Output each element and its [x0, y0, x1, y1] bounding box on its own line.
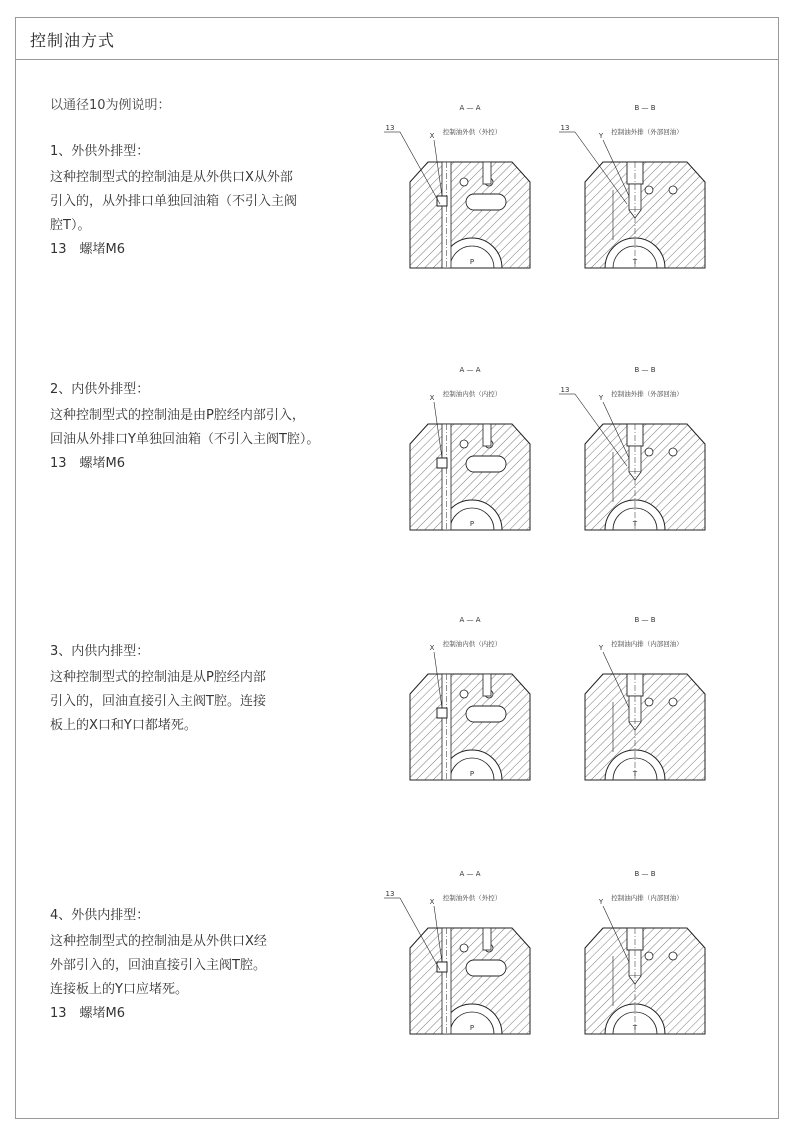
diagram-caption: 控制油内排（内部回油） — [611, 640, 683, 648]
diagram-caption: 控制油外供（外控） — [442, 894, 502, 902]
section-label: B — B — [634, 870, 656, 878]
section-label: A — A — [459, 366, 481, 374]
section-4-title: 4、外供内排型： — [50, 908, 150, 923]
section-1-note: 13 螺堵M6 — [50, 242, 126, 257]
section-1-line-2: 引入的，从外排口单独回油箱（不引入主阀 — [50, 194, 298, 209]
section-view-svg — [380, 612, 550, 787]
bolt-hole — [483, 928, 491, 950]
section-1 — [50, 140, 370, 262]
cavity-letter: P — [469, 258, 475, 266]
section-1-line-1: 这种控制型式的控制油是从外供口X从外部 — [50, 170, 293, 185]
diagram-caption: 控制油内排（内部回油） — [611, 894, 683, 902]
section-3-line-3: 板上的X口和Y口都堵死。 — [50, 718, 197, 733]
section-2-title: 2、内供外排型： — [50, 382, 150, 397]
cavity-letter: P — [469, 770, 475, 778]
port-label: Y — [598, 898, 604, 906]
section-2-drawing-b — [555, 362, 725, 537]
slot — [466, 194, 506, 210]
section-3-line-1: 这种控制型式的控制油是从P腔经内部 — [50, 670, 266, 685]
bore — [669, 448, 677, 456]
section-2-drawing-a — [380, 362, 550, 537]
diagram-caption: 控制油内供（内控） — [442, 640, 502, 648]
part-number: 13 — [560, 124, 570, 132]
part-number: 13 — [385, 124, 395, 132]
bore — [645, 698, 653, 706]
section-4-line-3: 连接板上的Y口应堵死。 — [50, 982, 188, 997]
section-2-line-2: 回油从外排口Y单独回油箱（不引入主阀T腔）。 — [50, 432, 320, 447]
diagram-caption: 控制油外供（外控） — [442, 128, 502, 136]
bore — [669, 952, 677, 960]
section-label: A — A — [459, 616, 481, 624]
section-3-line-2: 引入的，回油直接引入主阀T腔。连接 — [50, 694, 266, 709]
bolt-hole — [483, 674, 491, 696]
bore — [669, 186, 677, 194]
intro-text: 以通径10为例说明： — [50, 98, 171, 113]
section-1-drawing-a — [380, 100, 550, 275]
cavity-letter: T — [632, 770, 638, 778]
section-3 — [50, 640, 370, 738]
cavity-letter: T — [632, 1024, 638, 1032]
cavity-letter: P — [469, 1024, 475, 1032]
section-label: A — A — [459, 104, 481, 112]
port-label: X — [429, 644, 435, 652]
bolt-hole — [483, 424, 491, 446]
section-4-line-1: 这种控制型式的控制油是从外供口X经 — [50, 934, 267, 949]
section-4-drawing-b — [555, 866, 725, 1041]
port-label: Y — [598, 132, 604, 140]
diagram-caption: 控制油外排（外部回油） — [611, 390, 683, 398]
bore — [645, 186, 653, 194]
section-1-title: 1、外供外排型： — [50, 144, 150, 159]
page-header — [16, 18, 778, 60]
section-4-drawing-a — [380, 866, 550, 1041]
section-label: B — B — [634, 616, 656, 624]
section-view-svg — [555, 362, 725, 537]
part-number: 13 — [560, 386, 570, 394]
port-label: Y — [598, 644, 604, 652]
bore — [645, 952, 653, 960]
section-view-svg — [555, 612, 725, 787]
bore — [460, 690, 468, 698]
bore — [460, 440, 468, 448]
slot — [466, 960, 506, 976]
bore — [669, 698, 677, 706]
section-1-line-3: 腔T）。 — [50, 218, 91, 233]
port-label: Y — [598, 394, 604, 402]
section-4-line-2: 外部引入的，回油直接引入主阀T腔。 — [50, 958, 266, 973]
section-4 — [50, 904, 370, 1026]
section-view-svg — [380, 866, 550, 1041]
section-2 — [50, 378, 370, 476]
cavity-letter: T — [632, 258, 638, 266]
section-3-drawing-a — [380, 612, 550, 787]
section-view-svg — [380, 100, 550, 275]
plug-square — [437, 458, 447, 468]
section-view-svg — [380, 362, 550, 537]
diagram-caption: 控制油外排（外部回油） — [611, 128, 683, 136]
section-3-title: 3、内供内排型： — [50, 644, 150, 659]
port-label: X — [429, 132, 435, 140]
slot — [466, 456, 506, 472]
part-number: 13 — [385, 890, 395, 898]
section-label: B — B — [634, 366, 656, 374]
plug-square — [437, 708, 447, 718]
cavity-letter: T — [632, 520, 638, 528]
section-view-svg — [555, 100, 725, 275]
section-label: A — A — [459, 870, 481, 878]
section-1-drawing-b — [555, 100, 725, 275]
section-label: B — B — [634, 104, 656, 112]
slot — [466, 706, 506, 722]
bolt-hole — [483, 162, 491, 184]
port-label: X — [429, 394, 435, 402]
cavity-letter: P — [469, 520, 475, 528]
section-2-note: 13 螺堵M6 — [50, 456, 126, 471]
bore — [645, 448, 653, 456]
bore — [460, 178, 468, 186]
section-3-drawing-b — [555, 612, 725, 787]
port-label: X — [429, 898, 435, 906]
section-view-svg — [555, 866, 725, 1041]
diagram-caption: 控制油内供（内控） — [442, 390, 502, 398]
bore — [460, 944, 468, 952]
page-title: 控制油方式 — [30, 31, 116, 50]
section-4-note: 13 螺堵M6 — [50, 1006, 126, 1021]
section-2-line-1: 这种控制型式的控制油是由P腔经内部引入， — [50, 408, 305, 423]
